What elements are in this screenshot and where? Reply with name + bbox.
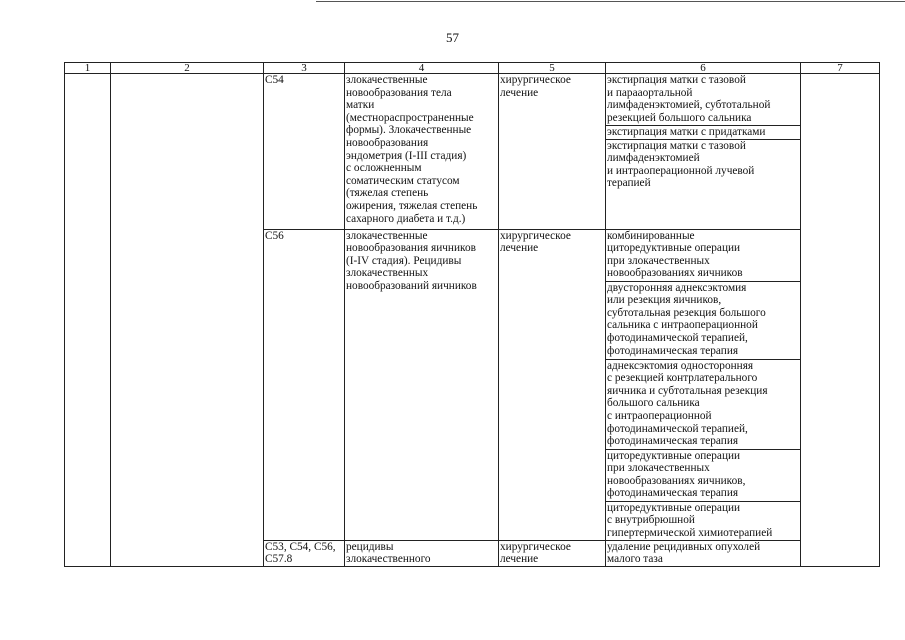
- col-1-cell: [65, 74, 111, 567]
- diagnosis-cell: рецидивы злокачественного: [345, 540, 499, 566]
- treatment-cell: хирургическое лечение: [499, 540, 606, 566]
- header-col-7: 7: [801, 63, 880, 74]
- method-cell: комбинированные циторедуктивные операции при злокачественных новообразованиях яичников: [606, 229, 801, 281]
- treatment-cell: хирургическое лечение: [499, 229, 606, 540]
- diagnosis-cell: злокачественные новообразования тела матки (местнораспространенные формы). Злокачественные новообразования эндометрия (I-III стадия) с осложненным соматическим статусом (тяжелая степень ожирения, тяжелая степень сахарного диабета и т.д.): [345, 74, 499, 230]
- code-cell: C53, C54, C56, C57.8: [264, 540, 345, 566]
- header-col-2: 2: [111, 63, 264, 74]
- method-cell: экстирпация матки с тазовой и парааортальной лимфаденэктомией, субтотальной резекцией большого сальника: [606, 74, 801, 126]
- header-col-5: 5: [499, 63, 606, 74]
- medical-procedures-table: [64, 62, 880, 567]
- code-cell: C54: [264, 74, 345, 230]
- header-col-3: 3: [264, 63, 345, 74]
- method-cell: аднексэктомия односторонняя с резекцией контрлатерального яичника и субтотальная резекция большого сальника с интраоперационной фотодинамической терапией, фотодинамическая терапия: [606, 359, 801, 449]
- table-row: [65, 74, 880, 126]
- method-cell: двусторонняя аднексэктомия или резекция яичников, субтотальная резекция большого сальника с интраоперационной фотодинамической терапией, фотодинамическая терапия: [606, 281, 801, 359]
- method-cell: экстирпация матки с придатками: [606, 126, 801, 140]
- col-7-cell: [801, 74, 880, 567]
- header-col-1: 1: [65, 63, 111, 74]
- col-2-cell: [111, 74, 264, 567]
- treatment-cell: хирургическое лечение: [499, 74, 606, 230]
- page-number: 57: [446, 30, 459, 45]
- method-cell: циторедуктивные операции с внутрибрюшной гипертермической химиотерапией: [606, 501, 801, 540]
- method-cell: удаление рецидивных опухолей малого таза: [606, 540, 801, 566]
- diagnosis-cell: злокачественные новообразования яичников (I-IV стадия). Рецидивы злокачественных новообразований яичников: [345, 229, 499, 540]
- header-col-4: 4: [345, 63, 499, 74]
- code-cell: C56: [264, 229, 345, 540]
- header-row: [65, 63, 880, 74]
- header-col-6: 6: [606, 63, 801, 74]
- top-rule: [316, 1, 905, 2]
- method-cell: циторедуктивные операции при злокачественных новообразованиях яичников, фотодинамическая терапия: [606, 449, 801, 501]
- method-cell: экстирпация матки с тазовой лимфаденэктомией и интраоперационной лучевой терапией: [606, 139, 801, 229]
